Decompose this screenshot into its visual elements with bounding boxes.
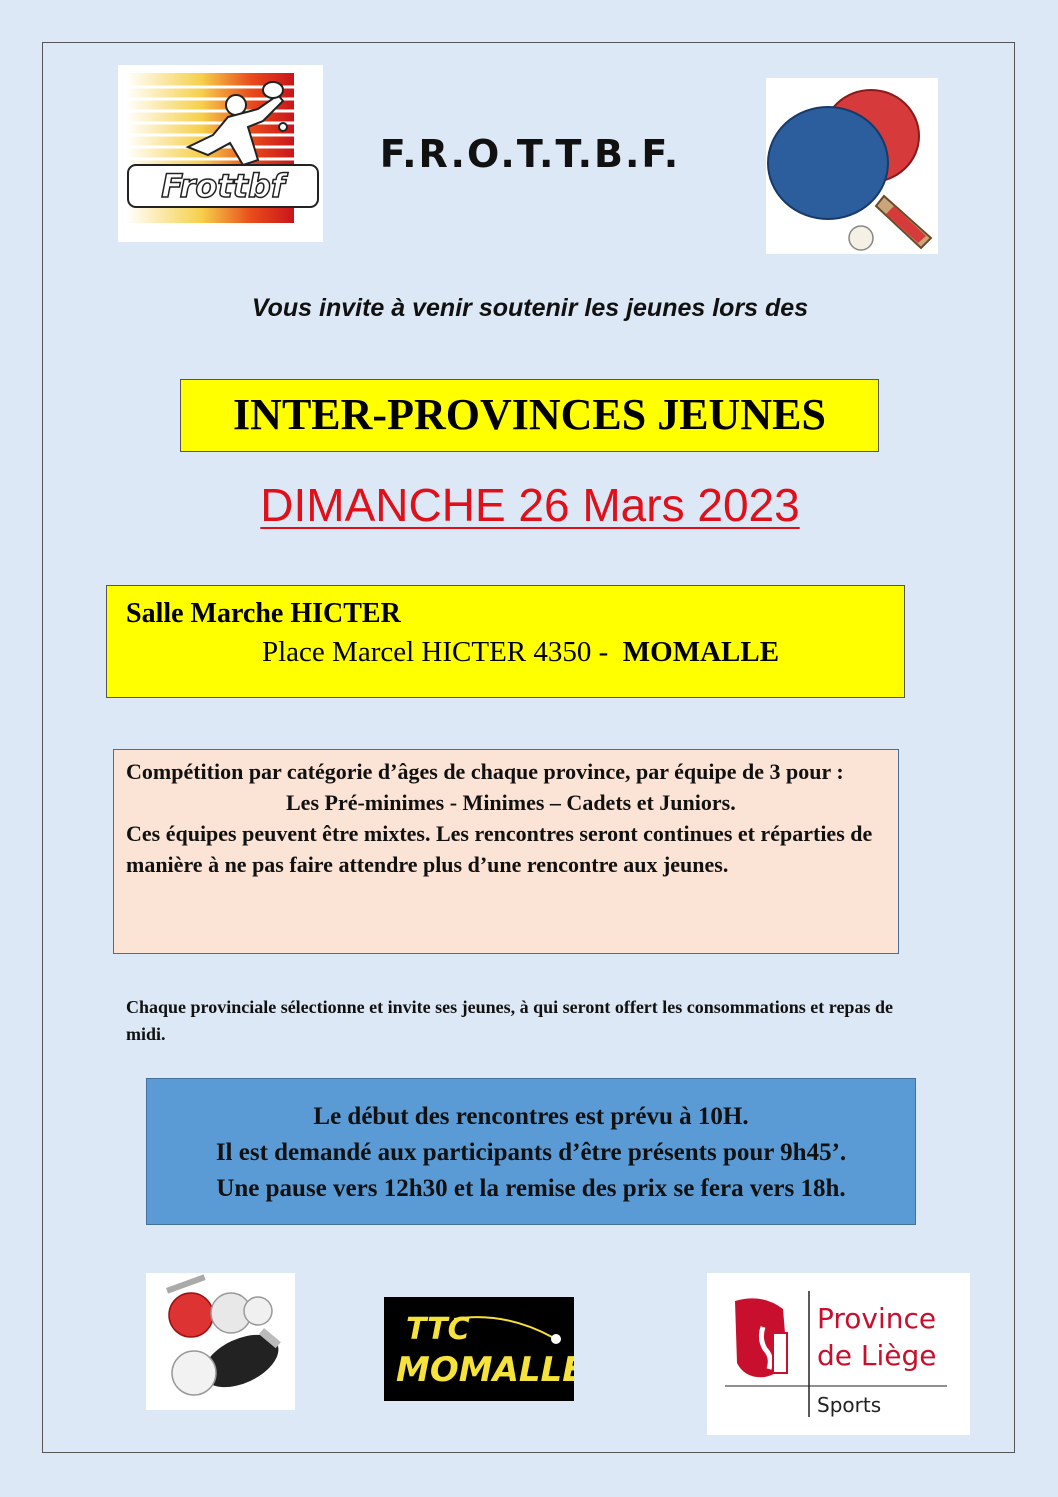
venue-address-line [262, 636, 779, 669]
schedule-box [146, 1078, 916, 1225]
province-liege-crest-icon [707, 1273, 970, 1435]
frottbf-logo-icon [118, 65, 323, 242]
ttc-momalle-logo [384, 1297, 574, 1401]
momalle-logo-text: MOMALLE [396, 1350, 574, 1390]
province-logo-line1: Province [817, 1302, 937, 1335]
schedule-break-prizes: Une pause vers 12h30 et la remise des prix se fera vers 18h. [216, 1175, 846, 1202]
competition-intro: Compétition par catégorie d’âges de chaque province, par équipe de 3 pour : [126, 759, 844, 784]
schedule-arrival: Il est demandé aux participants d’être présents pour 9h45’. [215, 1139, 847, 1166]
province-de-liege-logo [707, 1273, 970, 1435]
province-logo-sub: Sports [817, 1393, 882, 1417]
table-tennis-balls-image [146, 1273, 295, 1410]
frottbf-logo [118, 65, 323, 242]
ttc-momalle-logo-icon [384, 1297, 574, 1401]
venue-city: MOMALLE [622, 636, 780, 668]
province-logo-line2: de Liège [817, 1339, 937, 1372]
venue-name: Salle Marche HICTER [126, 598, 401, 629]
competition-details: Ces équipes peuvent être mixtes. Les rencontres seront continues et réparties de manière à ne pas faire attendre plus d’une rencontre aux jeunes. [126, 821, 873, 877]
venue-box [106, 585, 905, 698]
venue-address: Place Marcel HICTER 4350 - [262, 636, 609, 668]
competition-categories: Les Pré-minimes - Minimes – Cadets et Juniors. [286, 790, 736, 815]
org-title: F.R.O.T.T.B.F. [379, 132, 681, 176]
provincial-note: Chaque provinciale sélectionne et invite ses jeunes, à qui seront offert les consommations et repas de midi. [126, 997, 893, 1044]
schedule-start: Le début des rencontres est prévu à 10H. [313, 1103, 749, 1130]
ping-pong-paddles-icon [766, 78, 938, 254]
invite-text: Vous invite à venir soutenir les jeunes lors des [251, 294, 809, 322]
event-date: DIMANCHE 26 Mars 2023 [260, 479, 800, 531]
event-title: INTER-PROVINCES JEUNES [180, 379, 879, 452]
competition-box [113, 749, 899, 954]
paddles-image [766, 78, 938, 254]
ttc-logo-text: TTC [406, 1312, 470, 1347]
frottbf-logo-text: Frottbf [161, 167, 285, 205]
balls-paddles-icon [146, 1273, 295, 1410]
